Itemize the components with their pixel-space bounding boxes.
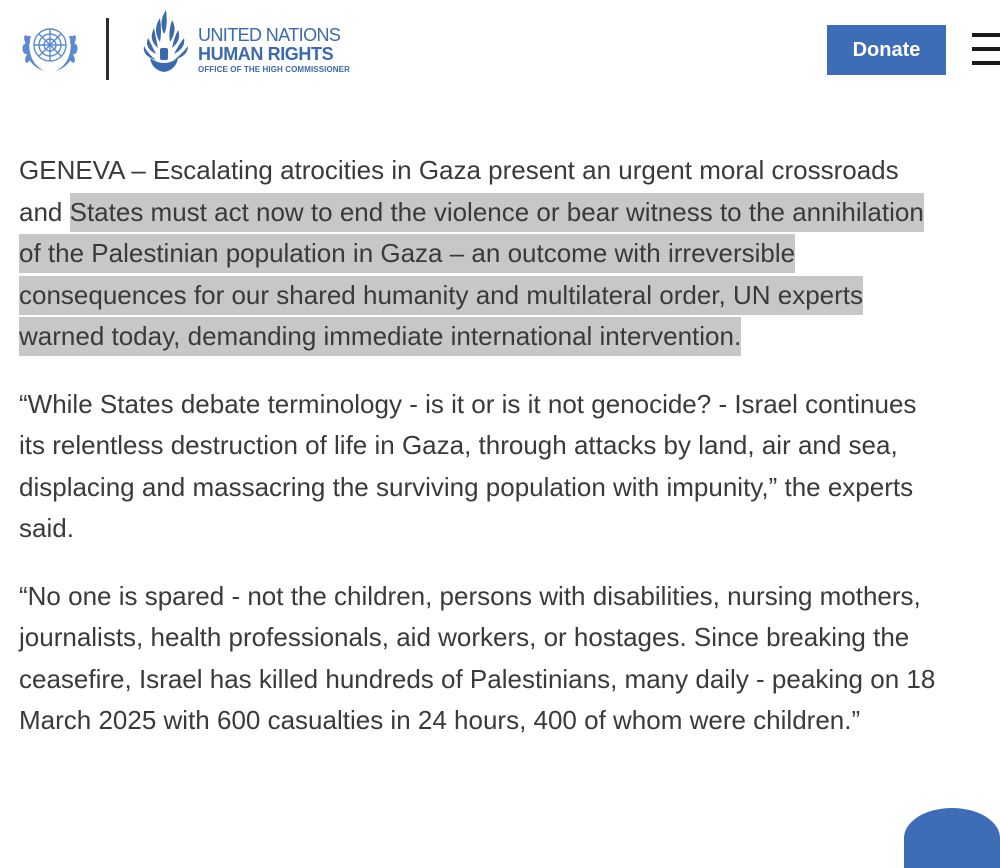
article-paragraph-1 — [19, 150, 939, 358]
brand-line-united-nations: UNITED NATIONS — [198, 25, 341, 45]
highlighted-text-selection[interactable]: States must act now to end the violence or bear witness to the annihilation of the Palestinian population in Gaza – an outcome with irreversible consequences for our shared humanity and multilateral order, UN experts warned today, demanding immediate international intervention. — [19, 193, 924, 357]
hamburger-menu-icon[interactable] — [970, 33, 1000, 67]
site-header — [0, 0, 1000, 100]
brand-wordmark[interactable] — [198, 26, 350, 74]
donate-button[interactable]: Donate — [827, 25, 946, 75]
article-paragraph-3: “No one is spared - not the children, persons with disabilities, nursing mothers, journalists, health professionals, aid workers, or hostages. Since breaking the ceasefire, Israel has killed hundreds of Palestinians, many daily - peaking on 18 March 2025 with 600 casualties in 24 hours, 400 of whom were children.” — [19, 580, 936, 735]
chat-widget-button[interactable] — [904, 808, 1000, 868]
paragraph-1-lead: GENEVA – Escalating atrocities in Gaza present an urgent moral crossroads and — [19, 155, 899, 227]
logo-divider — [106, 18, 109, 80]
un-emblem-icon[interactable] — [18, 16, 82, 78]
brand-line-human-rights: HUMAN RIGHTS — [198, 44, 334, 64]
menu-bar-bottom — [972, 61, 1000, 65]
article-body — [19, 150, 939, 768]
human-rights-flame-icon[interactable] — [130, 8, 194, 78]
article-paragraph-2: “While States debate terminology - is it or is it not genocide? - Israel continues its relentless destruction of life in Gaza, through attacks by land, air and sea, displacing and massacring the surviving population with impunity,” the experts said. — [19, 388, 917, 543]
menu-bar-middle — [972, 47, 1000, 51]
brand-line-office: OFFICE OF THE HIGH COMMISSIONER — [198, 65, 350, 74]
menu-bar-top — [972, 33, 1000, 37]
